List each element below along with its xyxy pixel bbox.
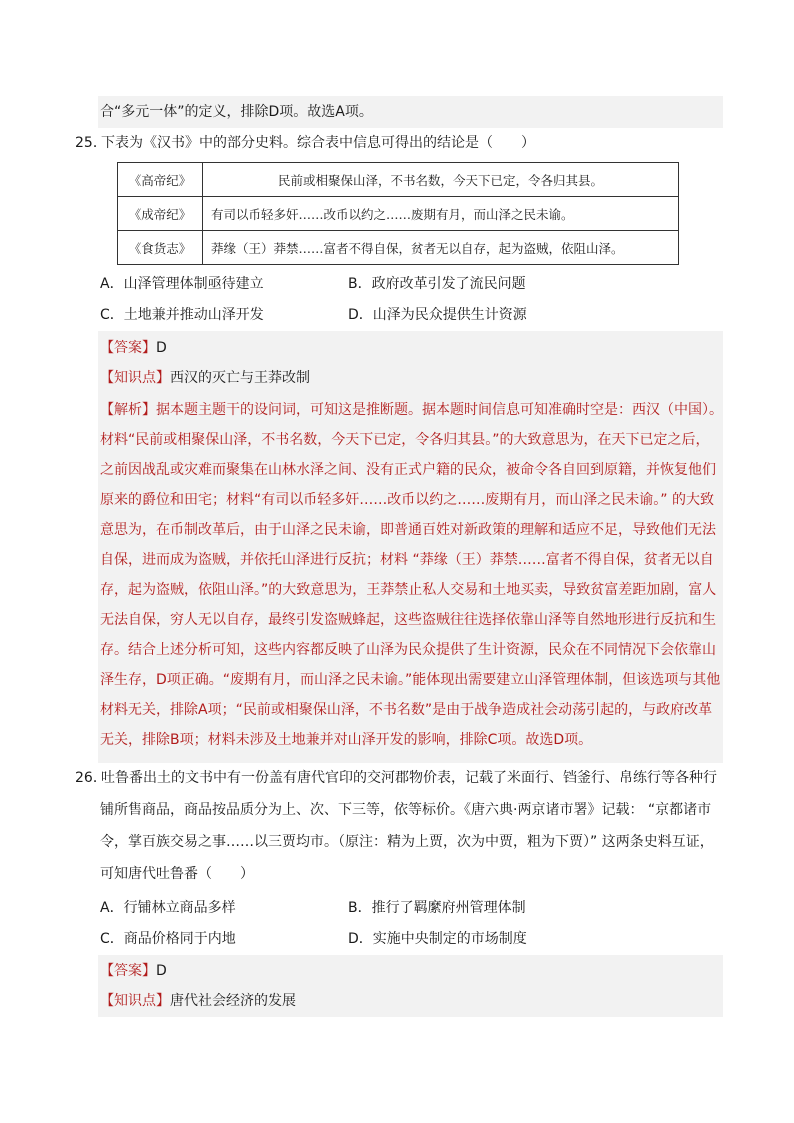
- knowledge-point-line: [100, 991, 296, 1011]
- answer-tag: 【答案】: [100, 963, 156, 979]
- option-c: C．土地兼并推动山泽开发: [100, 307, 264, 323]
- knowledge-point-tag: 【知识点】: [100, 993, 170, 1009]
- table-cell-text: 莽缘（王）莽禁……富者不得自保，贫者无以自存，起为盗贼，依阻山泽。: [203, 231, 679, 265]
- table-cell-text: 民前或相聚保山泽，不书名数，今天下已定，令各归其县。: [203, 163, 679, 197]
- analysis-line: 材料无关，排除A项；“民前或相聚保山泽，不书名数”是由于战争造成社会动荡引起的，与政府改革: [100, 702, 713, 718]
- analysis-line: 材料“民前或相聚保山泽，不书名数，今天下已定，令各归其县。”的大致意思为，在天下已定之后，: [100, 432, 710, 448]
- analysis-line: [100, 400, 723, 420]
- question-text: 吐鲁番出土的文书中有一份盖有唐代官印的交河郡物价表，记载了米面行、铛釜行、帛练行等各种行: [101, 770, 717, 786]
- table-cell-book: 《食货志》: [118, 231, 203, 265]
- knowledge-point-value: 西汉的灭亡与王莽改制: [170, 370, 310, 386]
- knowledge-point-line: [100, 368, 310, 388]
- question-text-line: 可知唐代吐鲁番（ ）: [100, 866, 254, 882]
- analysis-line: 无关，排除B项；材料未涉及土地兼并对山泽开发的影响，排除C项。故选D项。: [100, 732, 593, 748]
- answer-value: D: [156, 340, 167, 356]
- option-b: B．政府改革引发了流民问题: [348, 276, 526, 292]
- table-cell-book: 《成帝纪》: [118, 197, 203, 231]
- table-row: [118, 231, 679, 265]
- question-25-stem: [75, 133, 535, 153]
- answer-line: [100, 338, 167, 358]
- table-cell-text: 有司以币轻多奸……改币以约之……废期有月，而山泽之民未谕。: [203, 197, 679, 231]
- analysis-band: [98, 331, 723, 763]
- analysis-line: 自保，进而成为盗贼，并依托山泽进行反抗；材料 “莽缘（王）莽禁……富者不得自保，贫者无以自: [100, 552, 714, 568]
- table-row: [118, 197, 679, 231]
- question-number: 25．: [75, 135, 107, 151]
- option-a: A．山泽管理体制亟待建立: [100, 276, 264, 292]
- question-number: 26．: [75, 770, 107, 786]
- continuation-text: 合“多元一体”的定义，排除D项。故选A项。: [100, 104, 373, 120]
- question-text-line: 令，掌百族交易之事……以三贾均市。（原注：精为上贾，次为中贾，粗为下贾）” 这两条史料互证，: [100, 834, 714, 850]
- question-text: 下表为《汉书》中的部分史料。综合表中信息可得出的结论是（ ）: [101, 135, 535, 151]
- analysis-line: 无法自保，穷人无以自存，最终引发盗贼蜂起，这些盗贼往往选择依靠山泽等自然地形进行反抗和生: [100, 612, 716, 628]
- question-26-stem: [75, 768, 717, 788]
- answer-line: [100, 961, 167, 981]
- option-a: A．行铺林立商品多样: [100, 900, 236, 916]
- analysis-line: 原来的爵位和田宅；材料“有司以币轻多奸……改币以约之……废期有月，而山泽之民未谕。” 的大致: [100, 492, 714, 508]
- analysis-line: 存，起为盗贼，依阻山泽。”的大致意思为，王莽禁止私人交易和土地买卖，导致贫富差距加剧，富人: [100, 582, 717, 598]
- analysis-text: 据本题主题干的设问词，可知这是推断题。据本题时间信息可知准确时空是：西汉（中国）。: [156, 402, 723, 418]
- table-row: [118, 163, 679, 197]
- analysis-line: 存。结合上述分析可知，这些内容都反映了山泽为民众提供了生计资源，民众在不同情况下会依靠山: [100, 642, 716, 658]
- analysis-line: 意思为，在币制改革后，由于山泽之民未谕，即普通百姓对新政策的理解和适应不足，导致他们无法: [100, 522, 716, 538]
- analysis-line: 泽生存，D项正确。“废期有月，而山泽之民未谕。”能体现出需要建立山泽管理体制，但该选项与其他: [100, 672, 721, 688]
- knowledge-point-value: 唐代社会经济的发展: [170, 993, 296, 1009]
- option-b: B．推行了羁縻府州管理体制: [348, 900, 526, 916]
- option-d: D．实施中央制定的市场制度: [348, 931, 527, 947]
- knowledge-point-tag: 【知识点】: [100, 370, 170, 386]
- answer-tag: 【答案】: [100, 340, 156, 356]
- option-c: C．商品价格同于内地: [100, 931, 236, 947]
- table-cell-book: 《高帝纪》: [118, 163, 203, 197]
- option-d: D．山泽为民众提供生计资源: [348, 307, 527, 323]
- question-text-line: 铺所售商品，商品按品质分为上、次、下三等，依等标价。《唐六典·两京诸市署》记载： “京都诸市: [100, 802, 712, 818]
- analysis-line: 之前因战乱或灾难而聚集在山林水泽之间、没有正式户籍的民众，被命令各自回到原籍，并恢复他们: [100, 462, 716, 478]
- analysis-tag: 【解析】: [100, 402, 156, 418]
- answer-value: D: [156, 963, 167, 979]
- source-table: [117, 162, 679, 265]
